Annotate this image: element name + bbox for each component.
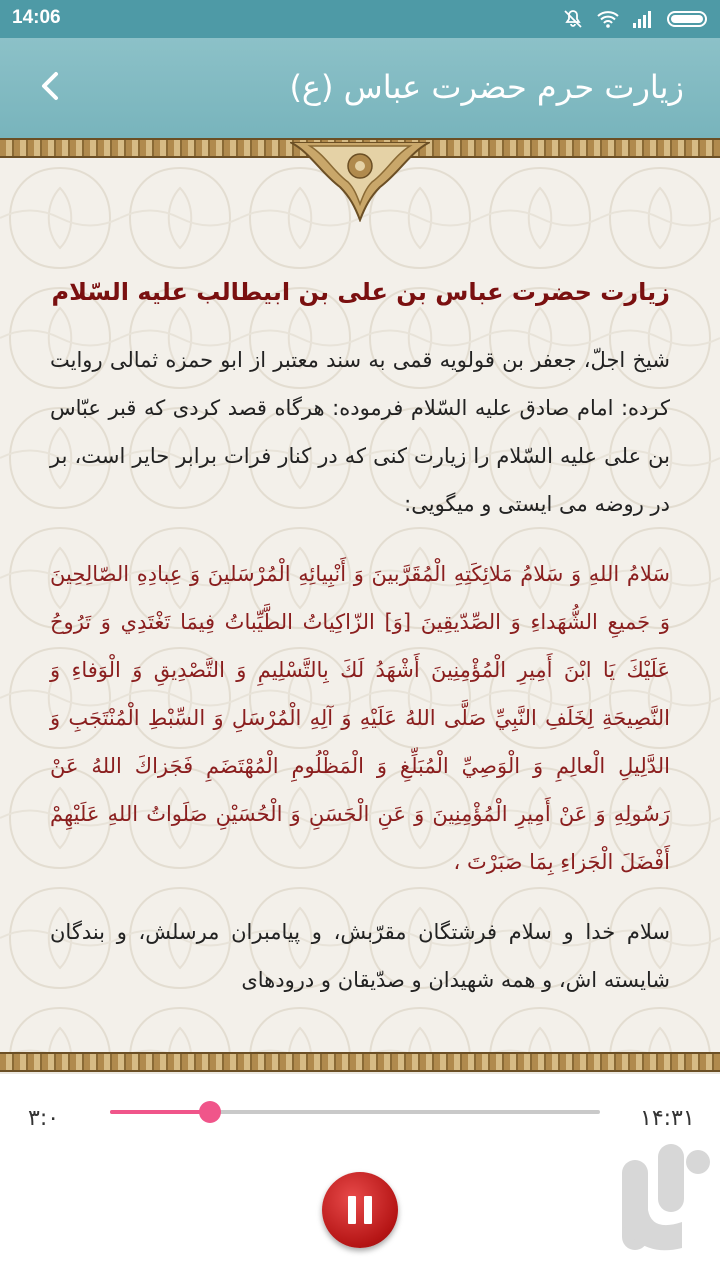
pause-icon — [344, 1196, 376, 1224]
wifi-icon — [596, 9, 620, 29]
zyarat-heading: زیارت حضرت عباس بن علی بن ابیطالب علیه السّلام — [51, 278, 670, 306]
bazaar-logo-icon — [612, 1140, 712, 1264]
seek-bar[interactable] — [110, 1110, 600, 1114]
translation-paragraph: سلام خدا و سلام فرشتگان مقرّبش، و پیامبران مرسلش، و بندگان شایسته اش، و همه شهیدان و صدّیقان و درودهای — [50, 920, 670, 992]
content-area[interactable] — [0, 158, 720, 1052]
chevron-left-icon — [38, 70, 62, 106]
signal-icon — [632, 9, 654, 29]
app-bar — [0, 38, 720, 138]
mute-icon — [562, 8, 584, 30]
pause-button[interactable] — [322, 1172, 398, 1248]
total-time: ۱۴:۳۱ — [640, 1106, 695, 1131]
elapsed-time: ۳:۰ — [28, 1106, 60, 1131]
status-time: 14:06 — [12, 7, 61, 28]
intro-paragraph: شیخ اجلّ، جعفر بن قولویه قمی به سند معتبر از ابو حمزه ثمالی روایت کرده: امام صادق علیه السّلام فرموده: هرگاه قصد کردی که قبر عبّاس بن علی علیه السّلام را زیارت کنی که در کنار فرات برابر حایر است، بر در روضه می ایستی و میگویی: — [50, 348, 670, 516]
status-icons — [562, 8, 710, 30]
battery-icon — [666, 9, 710, 29]
seek-progress — [110, 1110, 210, 1114]
zyarat-text — [50, 270, 670, 1004]
seek-thumb[interactable] — [199, 1101, 221, 1123]
arabic-paragraph: سَلامُ اللهِ وَ سَلامُ مَلائِكَتِهِ الْمُقَرَّبينَ وَ أَنْبِيائِهِ الْمُرْسَلينَ وَ عِبادِهِ الصّالِحِينَ وَ جَميعِ الشُّهَداءِ وَ الصِّدّيقِينَ [وَ] الزّاكِياتُ الطَّيِّباتُ فِيمَا تَغْتَدِي وَ تَرُوحُ عَلَيْكَ يَا ابْنَ أَمِيرِ الْمُؤْمِنِينَ أَشْهَدُ لَكَ بِالتَّسْلِيمِ وَ التَّصْدِيقِ وَ الْوَفاءِ وَ النَّصِيحَةِ لِخَلَفِ النَّبِيِّ صَلَّى اللهُ عَلَيْهِ وَ آلِهِ الْمُرْسَلِ وَ السِّبْطِ الْمُنْتَجَبِ وَ الدَّلِيلِ الْعالِمِ وَ الْوَصِيِّ الْمُبَلِّغِ وَ الْمَظْلُومِ الْمُهْتَضَمِ فَجَزاكَ اللهُ عَنْ رَسُولِهِ وَ عَنْ أَمِيرِ الْمُؤْمِنِينَ وَ عَنِ الْحَسَنِ وَ الْحُسَيْنِ صَلَواتُ اللهِ عَلَيْهِمْ أَفْضَلَ الْجَزاءِ بِمَا صَبَرْتَ ، — [50, 562, 670, 874]
status-bar — [0, 0, 720, 38]
page-title: زیارت حرم حضرت عباس (ع) — [289, 68, 684, 106]
ornament-medallion — [290, 142, 430, 222]
back-button[interactable] — [28, 66, 72, 110]
ornament-border-bottom — [0, 1052, 720, 1072]
